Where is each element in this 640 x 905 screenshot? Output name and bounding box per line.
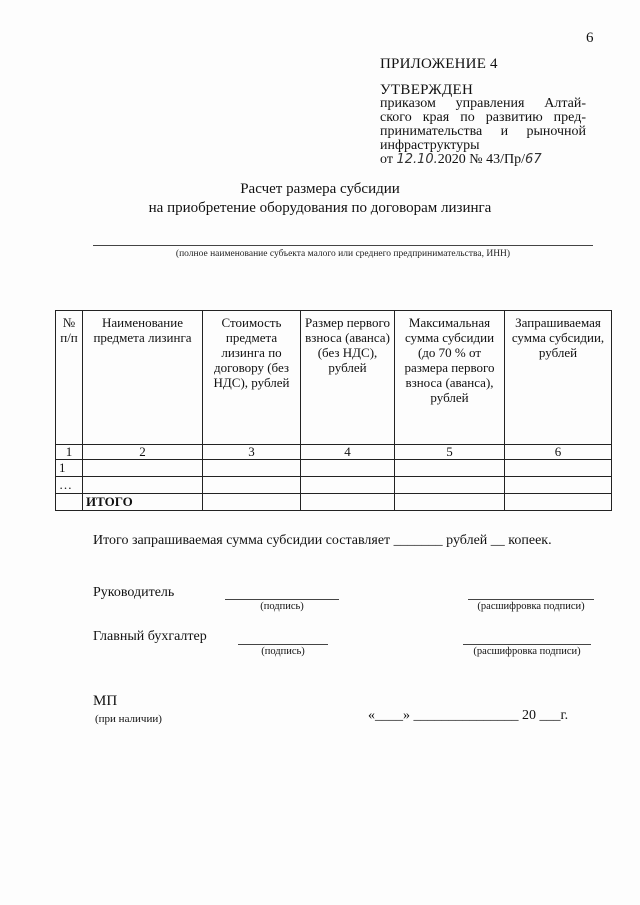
order-date (380, 152, 542, 168)
page-number: 6 (586, 30, 594, 46)
column-number: 1 (56, 445, 83, 460)
accountant-signature-line (238, 644, 328, 645)
order-date-handwritten: 12.10. (396, 152, 438, 167)
total-row (56, 494, 612, 511)
column-header: Размер первого взноса (аванса) (без НДС), рублей (301, 311, 395, 445)
total-label: ИТОГО (83, 494, 203, 511)
table-cell (301, 494, 395, 511)
table-cell: 1 (56, 460, 83, 477)
order-date-prefix: от (380, 152, 397, 167)
table-cell (203, 494, 301, 511)
order-line: принимательства и рыночной (380, 124, 586, 139)
table-cell: … (56, 477, 83, 494)
table-cell (505, 477, 612, 494)
table-header-row (56, 311, 612, 445)
table-cell (301, 477, 395, 494)
summary-text: Итого запрашиваемая сумма субсидии составляет _______ рублей __ копеек. (93, 533, 552, 548)
appendix-title: ПРИЛОЖЕНИЕ 4 (380, 56, 498, 72)
table-cell (83, 460, 203, 477)
column-header: № п/п (56, 311, 83, 445)
column-header: Наименование предмета лизинга (83, 311, 203, 445)
head-signature-line (225, 599, 339, 600)
head-decoding-hint: (расшифровка подписи) (477, 601, 585, 612)
document-title: Расчет размера субсидии (240, 181, 400, 197)
date-line: «____» _______________ 20 ___г. (368, 708, 569, 723)
accountant-signature-hint: (подпись) (261, 646, 305, 657)
table-cell (395, 494, 505, 511)
order-date-suffix: 2020 № 43/Пр/ (437, 152, 526, 167)
order-number-handwritten: 67 (525, 152, 542, 167)
table-cell (83, 477, 203, 494)
approved-label: УТВЕРЖДЕН (380, 82, 474, 98)
column-number: 5 (395, 445, 505, 460)
table-cell (505, 460, 612, 477)
subsidy-table (55, 310, 612, 511)
column-header: Запрашиваемая сумма субсидии, рублей (505, 311, 612, 445)
seal-label: МП (93, 693, 118, 709)
column-number: 4 (301, 445, 395, 460)
table-cell (395, 460, 505, 477)
table-row (56, 460, 612, 477)
table-cell (395, 477, 505, 494)
table-row (56, 477, 612, 494)
head-label: Руководитель (93, 585, 175, 600)
column-header: Максимальная сумма субсидии (до 70 % от размера первого взноса (аванса), рублей (395, 311, 505, 445)
approval-order (380, 97, 586, 153)
head-signature-hint: (подпись) (260, 601, 304, 612)
head-decoding-line (468, 599, 594, 600)
subject-name-line (93, 245, 593, 246)
order-line: приказом управления Алтай- (380, 96, 586, 111)
order-line: инфраструктуры (380, 138, 480, 153)
subject-name-hint: (полное наименование субъекта малого или среднего предпринимательства, ИНН) (175, 249, 511, 259)
column-number: 2 (83, 445, 203, 460)
accountant-label: Главный бухгалтер (93, 629, 207, 644)
column-number: 3 (203, 445, 301, 460)
table-cell (301, 460, 395, 477)
column-number-row (56, 445, 612, 460)
seal-hint: (при наличии) (95, 713, 162, 725)
table-cell (56, 494, 83, 511)
column-header: Стоимость предмета лизинга по договору (без НДС), рублей (203, 311, 301, 445)
table-cell (203, 477, 301, 494)
accountant-decoding-hint: (расшифровка подписи) (473, 646, 581, 657)
order-line: ского края по развитию пред- (380, 110, 586, 125)
table-cell (203, 460, 301, 477)
document-subtitle: на приобретение оборудования по договорам лизинга (148, 200, 492, 216)
column-number: 6 (505, 445, 612, 460)
table-cell (505, 494, 612, 511)
accountant-decoding-line (463, 644, 591, 645)
